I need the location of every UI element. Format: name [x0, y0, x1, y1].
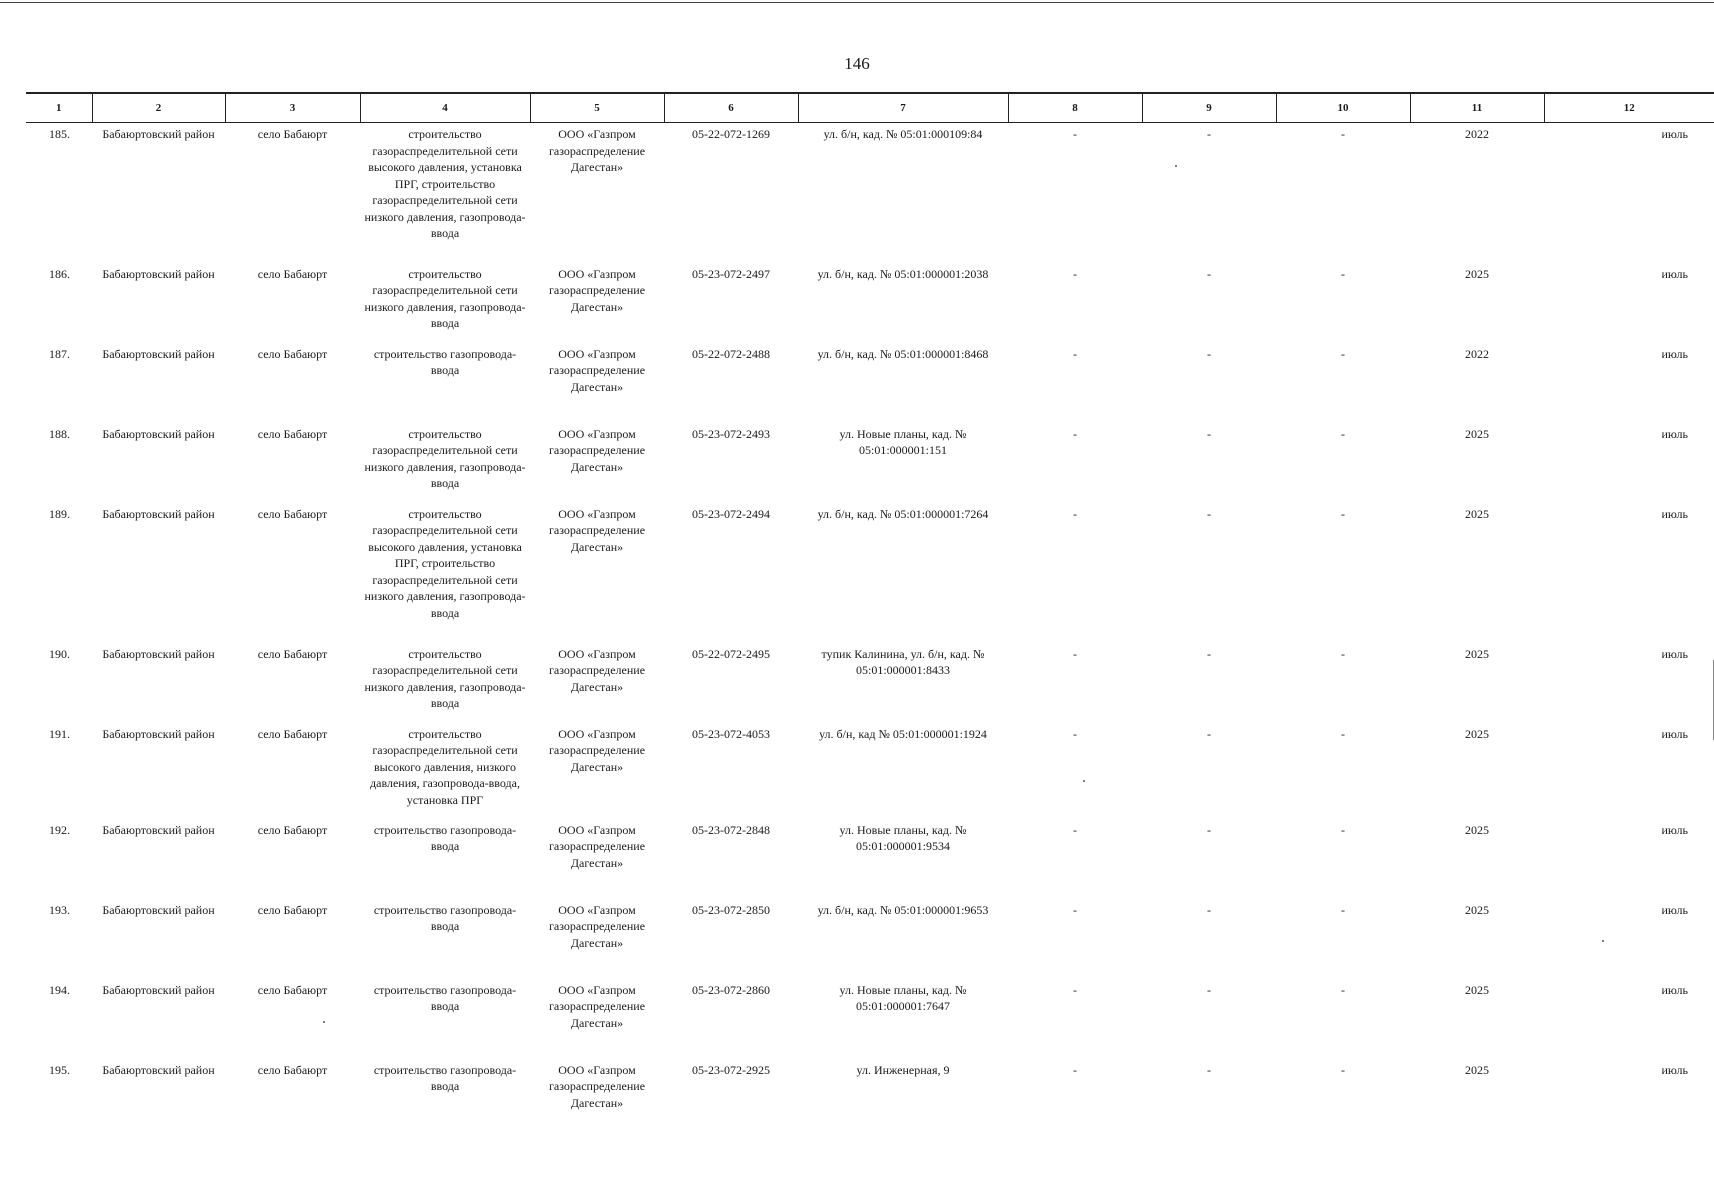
top-scan-rule	[0, 2, 1714, 3]
work-description-cell: строительство газопровода-ввода	[373, 822, 517, 853]
district-cell: Бабаюртовский район	[102, 646, 215, 661]
district-cell: Бабаюртовский район	[102, 1062, 215, 1077]
column-header-6: 6	[664, 93, 798, 123]
column-8-cell: -	[1073, 902, 1077, 917]
address-cell: ул. б/н, кад. № 05:01:000001:8468	[817, 346, 989, 361]
settlement-cell: село Бабаюрт	[257, 982, 328, 997]
column-8-cell: -	[1073, 1062, 1077, 1077]
row-number: 192.	[49, 822, 70, 837]
project-code-cell: 05-22-072-2495	[692, 646, 770, 661]
column-header-11: 11	[1410, 93, 1544, 123]
work-description-cell: строительство газопровода-ввода	[373, 902, 517, 933]
month-cell: июль	[1661, 902, 1688, 917]
table-row	[26, 263, 1714, 343]
column-8-cell: -	[1073, 726, 1077, 741]
row-number: 186.	[49, 266, 70, 281]
organization-cell: ООО «Газпром газораспределение Дагестан»	[548, 426, 646, 474]
column-header-2: 2	[92, 93, 225, 123]
district-cell: Бабаюртовский район	[102, 506, 215, 521]
address-cell: ул. б/н, кад. № 05:01:000001:7264	[817, 506, 989, 521]
column-10-cell: -	[1341, 1062, 1345, 1077]
project-code-cell: 05-22-072-1269	[692, 127, 770, 141]
month-cell: июль	[1661, 346, 1688, 361]
work-description-cell: строительство газораспределительной сети высокого давления, низкого давления, газопровода-ввода, установка ПРГ	[370, 726, 520, 807]
work-description-cell: строительство газораспределительной сети низкого давления, газопровода-ввода	[364, 266, 526, 330]
work-description-cell: строительство газораспределительной сети низкого давления, газопровода-ввода	[364, 646, 526, 710]
month-cell: июль	[1661, 426, 1688, 441]
table-row	[26, 503, 1714, 643]
table-row	[26, 899, 1714, 979]
row-number: 191.	[49, 726, 70, 741]
table-row	[26, 123, 1714, 263]
column-header-1: 1	[26, 93, 92, 123]
column-8-cell: -	[1073, 982, 1077, 997]
year-cell: 2022	[1465, 127, 1489, 141]
settlement-cell: село Бабаюрт	[257, 646, 328, 661]
row-number: 190.	[49, 646, 70, 661]
settlement-cell: село Бабаюрт	[257, 506, 328, 521]
address-cell: ул. б/н, кад. № 05:01:000001:9653	[817, 902, 989, 917]
column-9-cell: -	[1207, 346, 1211, 361]
column-10-cell: -	[1341, 426, 1345, 441]
organization-cell: ООО «Газпром газораспределение Дагестан»	[548, 646, 646, 694]
organization-cell: ООО «Газпром газораспределение Дагестан»	[548, 266, 646, 314]
column-9-cell: -	[1207, 822, 1211, 837]
year-cell: 2025	[1465, 646, 1489, 661]
column-9-cell: -	[1207, 646, 1211, 661]
district-cell: Бабаюртовский район	[102, 902, 215, 917]
column-8-cell: -	[1073, 426, 1077, 441]
project-code-cell: 05-22-072-2488	[692, 346, 770, 361]
table-header-row	[26, 93, 1714, 123]
column-header-7: 7	[798, 93, 1008, 123]
row-number: 189.	[49, 506, 70, 521]
year-cell: 2025	[1465, 1062, 1489, 1077]
column-10-cell: -	[1341, 266, 1345, 281]
column-8-cell: -	[1073, 822, 1077, 837]
district-cell: Бабаюртовский район	[102, 822, 215, 837]
row-number: 194.	[49, 982, 70, 997]
column-10-cell: -	[1341, 346, 1345, 361]
project-code-cell: 05-23-072-2494	[692, 506, 770, 521]
column-9-cell: -	[1207, 902, 1211, 917]
address-cell: ул. Новые планы, кад. № 05:01:000001:9534	[839, 822, 967, 853]
month-cell: июль	[1661, 506, 1688, 521]
column-10-cell: -	[1341, 982, 1345, 997]
organization-cell: ООО «Газпром газораспределение Дагестан»	[548, 1062, 646, 1110]
column-header-8: 8	[1008, 93, 1142, 123]
year-cell: 2025	[1465, 822, 1489, 837]
page-number: 146	[844, 54, 870, 73]
project-code-cell: 05-23-072-4053	[692, 726, 770, 741]
work-description-cell: строительство газопровода-ввода	[373, 346, 517, 377]
work-description-cell: строительство газопровода-ввода	[373, 1062, 517, 1093]
address-cell: ул. б/н, кад. № 05:01:000001:2038	[817, 266, 989, 281]
column-10-cell: -	[1341, 726, 1345, 741]
district-cell: Бабаюртовский район	[102, 346, 215, 361]
document-table-container	[26, 92, 1714, 1139]
settlement-cell: село Бабаюрт	[257, 902, 328, 917]
year-cell: 2025	[1465, 726, 1489, 741]
settlement-cell: село Бабаюрт	[257, 266, 328, 281]
project-code-cell: 05-23-072-2850	[692, 902, 770, 917]
column-8-cell: -	[1073, 266, 1077, 281]
district-cell: Бабаюртовский район	[102, 726, 215, 741]
column-10-cell: -	[1341, 506, 1345, 521]
row-number: 193.	[49, 902, 70, 917]
column-8-cell: -	[1073, 646, 1077, 661]
address-cell: ул. Инженерная, 9	[856, 1062, 950, 1077]
year-cell: 2025	[1465, 506, 1489, 521]
table-row	[26, 819, 1714, 899]
year-cell: 2025	[1465, 902, 1489, 917]
district-cell: Бабаюртовский район	[102, 127, 215, 141]
settlement-cell: село Бабаюрт	[257, 426, 328, 441]
address-cell: ул. Новые планы, кад. № 05:01:000001:151	[839, 426, 967, 457]
table-row	[26, 423, 1714, 503]
month-cell: июль	[1661, 646, 1688, 661]
year-cell: 2025	[1465, 982, 1489, 997]
column-header-5: 5	[530, 93, 664, 123]
year-cell: 2025	[1465, 426, 1489, 441]
organization-cell: ООО «Газпром газораспределение Дагестан»	[548, 127, 646, 174]
column-10-cell: -	[1341, 127, 1345, 141]
work-description-cell: строительство газораспределительной сети высокого давления, установка ПРГ, строительство газораспределительной сети низкого давления, газопровода-ввода	[364, 506, 526, 620]
month-cell: июль	[1661, 822, 1688, 837]
address-cell: ул. б/н, кад № 05:01:000001:1924	[819, 726, 987, 741]
table-row	[26, 723, 1714, 819]
settlement-cell: село Бабаюрт	[257, 1062, 328, 1077]
column-10-cell: -	[1341, 822, 1345, 837]
district-cell: Бабаюртовский район	[102, 426, 215, 441]
organization-cell: ООО «Газпром газораспределение Дагестан»	[548, 822, 646, 870]
organization-cell: ООО «Газпром газораспределение Дагестан»	[548, 902, 646, 950]
gas-infrastructure-table	[26, 92, 1714, 1139]
work-description-cell: строительство газораспределительной сети высокого давления, установка ПРГ, строительство газораспределительной сети низкого давления, газопровода-ввода	[364, 127, 526, 240]
year-cell: 2025	[1465, 266, 1489, 281]
work-description-cell: строительство газораспределительной сети низкого давления, газопровода-ввода	[364, 426, 526, 490]
column-9-cell: -	[1207, 506, 1211, 521]
column-9-cell: -	[1207, 982, 1211, 997]
column-header-4: 4	[360, 93, 530, 123]
work-description-cell: строительство газопровода-ввода	[373, 982, 517, 1013]
organization-cell: ООО «Газпром газораспределение Дагестан»	[548, 506, 646, 554]
project-code-cell: 05-23-072-2860	[692, 982, 770, 997]
column-9-cell: -	[1207, 127, 1211, 141]
row-number: 185.	[49, 127, 70, 141]
address-cell: тупик Калинина, ул. б/н, кад. № 05:01:000001:8433	[821, 646, 985, 677]
column-10-cell: -	[1341, 646, 1345, 661]
organization-cell: ООО «Газпром газораспределение Дагестан»	[548, 726, 646, 774]
organization-cell: ООО «Газпром газораспределение Дагестан»	[548, 982, 646, 1030]
settlement-cell: село Бабаюрт	[257, 346, 328, 361]
column-9-cell: -	[1207, 266, 1211, 281]
table-body	[26, 123, 1714, 1139]
district-cell: Бабаюртовский район	[102, 266, 215, 281]
month-cell: июль	[1661, 1062, 1688, 1077]
settlement-cell: село Бабаюрт	[257, 726, 328, 741]
column-9-cell: -	[1207, 1062, 1211, 1077]
table-row	[26, 343, 1714, 423]
settlement-cell: село Бабаюрт	[257, 822, 328, 837]
column-header-12: 12	[1544, 93, 1714, 123]
organization-cell: ООО «Газпром газораспределение Дагестан»	[548, 346, 646, 394]
table-row	[26, 643, 1714, 723]
district-cell: Бабаюртовский район	[102, 982, 215, 997]
column-header-9: 9	[1142, 93, 1276, 123]
month-cell: июль	[1661, 266, 1688, 281]
settlement-cell: село Бабаюрт	[257, 127, 328, 141]
project-code-cell: 05-23-072-2848	[692, 822, 770, 837]
column-8-cell: -	[1073, 346, 1077, 361]
project-code-cell: 05-23-072-2493	[692, 426, 770, 441]
row-number: 188.	[49, 426, 70, 441]
month-cell: июль	[1661, 127, 1688, 141]
row-number: 187.	[49, 346, 70, 361]
project-code-cell: 05-23-072-2925	[692, 1062, 770, 1077]
table-row	[26, 979, 1714, 1059]
scan-speck	[1602, 940, 1604, 942]
scan-speck	[1083, 780, 1085, 782]
column-8-cell: -	[1073, 127, 1077, 141]
scan-speck	[1175, 165, 1177, 167]
column-10-cell: -	[1341, 902, 1345, 917]
column-8-cell: -	[1073, 506, 1077, 521]
column-9-cell: -	[1207, 426, 1211, 441]
address-cell: ул. б/н, кад. № 05:01:000109:84	[823, 127, 983, 141]
year-cell: 2022	[1465, 346, 1489, 361]
address-cell: ул. Новые планы, кад. № 05:01:000001:7647	[839, 982, 967, 1013]
column-header-3: 3	[225, 93, 360, 123]
column-9-cell: -	[1207, 726, 1211, 741]
table-row	[26, 1059, 1714, 1139]
month-cell: июль	[1661, 982, 1688, 997]
month-cell: июль	[1661, 726, 1688, 741]
column-header-10: 10	[1276, 93, 1410, 123]
scan-speck	[323, 1021, 325, 1023]
project-code-cell: 05-23-072-2497	[692, 266, 770, 281]
row-number: 195.	[49, 1062, 70, 1077]
